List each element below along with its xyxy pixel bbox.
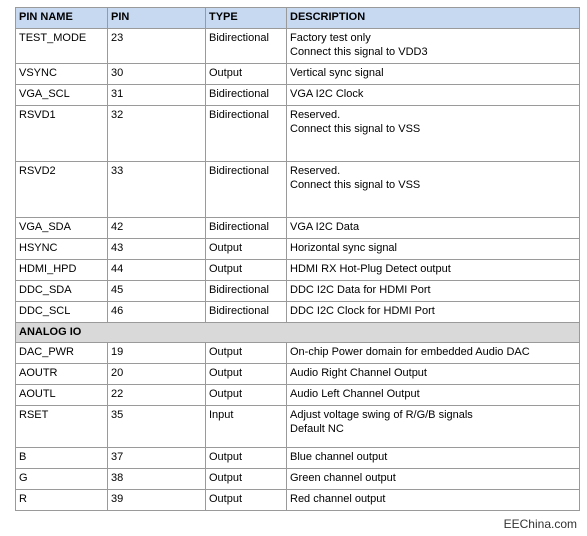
cell-pin-name: TEST_MODE (16, 29, 108, 64)
cell-pin: 23 (108, 29, 206, 64)
cell-description (287, 106, 580, 162)
cell-pin-name: RSET (16, 406, 108, 448)
table-row (16, 85, 580, 106)
cell-pin-name: R (16, 490, 108, 511)
cell-pin-name: AOUTR (16, 364, 108, 385)
cell-pin: 42 (108, 218, 206, 239)
cell-type: Output (206, 448, 287, 469)
cell-pin-name: RSVD2 (16, 162, 108, 218)
cell-description (287, 162, 580, 218)
cell-description (287, 448, 580, 469)
cell-type: Output (206, 260, 287, 281)
cell-type: Bidirectional (206, 218, 287, 239)
cell-pin-name: HDMI_HPD (16, 260, 108, 281)
table-row (16, 162, 580, 218)
table-row (16, 364, 580, 385)
cell-type: Output (206, 343, 287, 364)
cell-pin: 39 (108, 490, 206, 511)
cell-pin-name: DDC_SCL (16, 302, 108, 323)
cell-pin: 44 (108, 260, 206, 281)
cell-type: Output (206, 469, 287, 490)
cell-pin: 46 (108, 302, 206, 323)
table-row (16, 343, 580, 364)
description-line: On-chip Power domain for embedded Audio DAC (290, 346, 530, 358)
cell-pin-name: B (16, 448, 108, 469)
cell-type: Output (206, 239, 287, 260)
table-row (16, 448, 580, 469)
table-row (16, 490, 580, 511)
cell-type: Bidirectional (206, 162, 287, 218)
description-line: Connect this signal to VSS (290, 123, 421, 135)
description-line: VGA I2C Data (290, 221, 360, 233)
cell-description (287, 469, 580, 490)
cell-description (287, 260, 580, 281)
cell-pin: 31 (108, 85, 206, 106)
cell-pin-name: RSVD1 (16, 106, 108, 162)
cell-description (287, 364, 580, 385)
cell-type: Bidirectional (206, 106, 287, 162)
description-line: Green channel output (290, 472, 396, 484)
cell-description (287, 385, 580, 406)
section-row-analog-io (16, 323, 580, 343)
cell-pin: 32 (108, 106, 206, 162)
table-row (16, 106, 580, 162)
cell-pin-name: VSYNC (16, 64, 108, 85)
cell-pin-name: AOUTL (16, 385, 108, 406)
description-line: Audio Right Channel Output (290, 367, 427, 379)
cell-type: Output (206, 364, 287, 385)
cell-description (287, 281, 580, 302)
description-line: Vertical sync signal (290, 67, 384, 79)
header-pin-name: PIN NAME (16, 8, 108, 29)
description-line: Reserved. (290, 109, 341, 121)
cell-pin-name: HSYNC (16, 239, 108, 260)
description-line: Default NC (290, 423, 344, 435)
cell-pin: 22 (108, 385, 206, 406)
description-line: DDC I2C Clock for HDMI Port (290, 305, 435, 317)
description-line: Red channel output (290, 493, 386, 505)
table-row (16, 29, 580, 64)
cell-description (287, 302, 580, 323)
header-pin: PIN (108, 8, 206, 29)
cell-pin: 38 (108, 469, 206, 490)
cell-type: Bidirectional (206, 85, 287, 106)
table-row (16, 469, 580, 490)
watermark: EEChina.com (503, 517, 577, 531)
cell-description (287, 406, 580, 448)
cell-pin-name: DAC_PWR (16, 343, 108, 364)
table-row (16, 239, 580, 260)
description-line: Reserved. (290, 165, 341, 177)
description-line: Audio Left Channel Output (290, 388, 420, 400)
table-row (16, 406, 580, 448)
cell-type: Output (206, 64, 287, 85)
cell-description (287, 490, 580, 511)
cell-pin: 45 (108, 281, 206, 302)
cell-type: Output (206, 490, 287, 511)
cell-pin-name: G (16, 469, 108, 490)
table-header-row (16, 8, 580, 29)
description-line: Blue channel output (290, 451, 388, 463)
description-line: VGA I2C Clock (290, 88, 364, 100)
table-row (16, 218, 580, 239)
cell-description (287, 64, 580, 85)
cell-pin-name: VGA_SCL (16, 85, 108, 106)
table-row (16, 281, 580, 302)
cell-pin-name: DDC_SDA (16, 281, 108, 302)
section-title: ANALOG IO (16, 323, 580, 343)
cell-pin-name: VGA_SDA (16, 218, 108, 239)
description-line: Horizontal sync signal (290, 242, 397, 254)
cell-pin: 20 (108, 364, 206, 385)
description-line: DDC I2C Data for HDMI Port (290, 284, 431, 296)
cell-description (287, 343, 580, 364)
description-line: Connect this signal to VSS (290, 179, 421, 191)
description-line: HDMI RX Hot-Plug Detect output (290, 263, 451, 275)
cell-type: Input (206, 406, 287, 448)
pin-table (15, 7, 580, 511)
cell-pin: 30 (108, 64, 206, 85)
cell-pin: 43 (108, 239, 206, 260)
table-row (16, 260, 580, 281)
cell-type: Bidirectional (206, 281, 287, 302)
cell-pin: 33 (108, 162, 206, 218)
cell-description (287, 85, 580, 106)
cell-pin: 19 (108, 343, 206, 364)
cell-description (287, 239, 580, 260)
cell-pin: 35 (108, 406, 206, 448)
header-type: TYPE (206, 8, 287, 29)
cell-description (287, 218, 580, 239)
table-row (16, 64, 580, 85)
table-row (16, 385, 580, 406)
cell-pin: 37 (108, 448, 206, 469)
table-row (16, 302, 580, 323)
description-line: Adjust voltage swing of R/G/B signals (290, 409, 473, 421)
description-line: Factory test only (290, 32, 371, 44)
cell-description (287, 29, 580, 64)
cell-type: Bidirectional (206, 29, 287, 64)
description-line: Connect this signal to VDD3 (290, 46, 428, 58)
cell-type: Bidirectional (206, 302, 287, 323)
cell-type: Output (206, 385, 287, 406)
header-description: DESCRIPTION (287, 8, 580, 29)
